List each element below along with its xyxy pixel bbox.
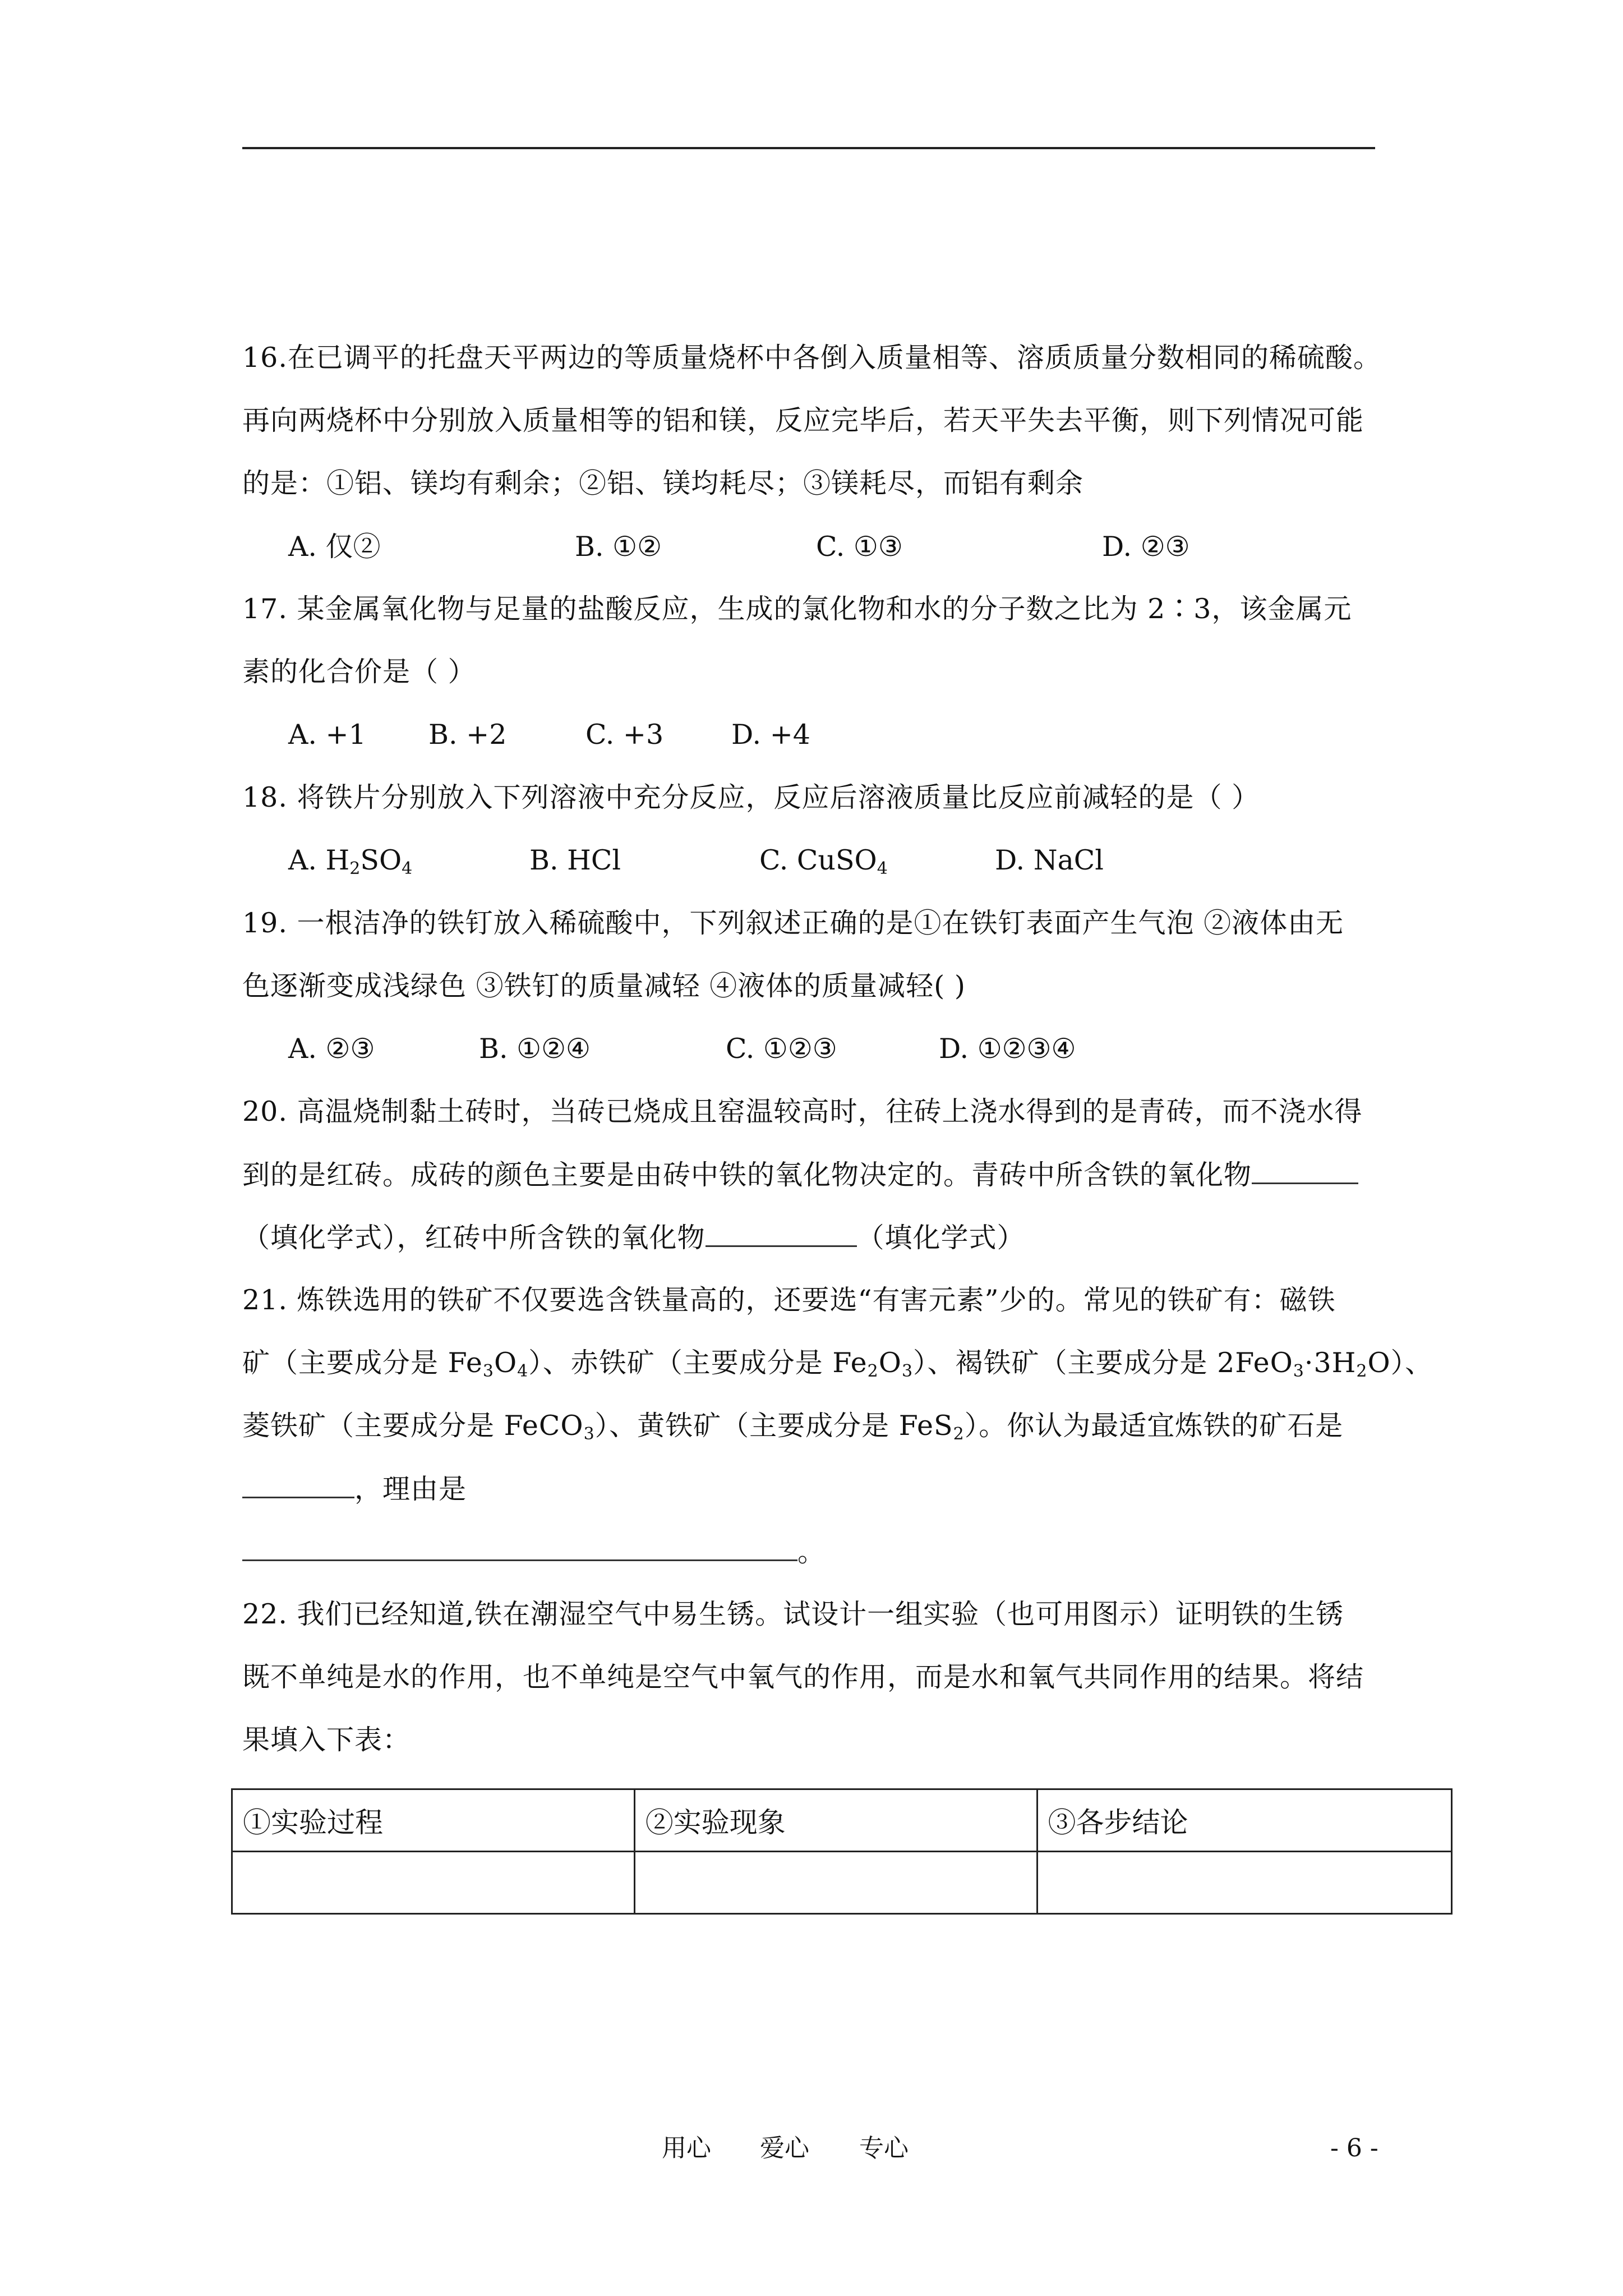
q20-answer-blank-1[interactable]	[1252, 1158, 1358, 1184]
q16-line-2: 再向两烧杯中分别放入质量相等的铝和镁，反应完毕后，若天平失去平衡，则下列情况可能	[242, 404, 1364, 436]
table-header-row	[232, 1789, 1452, 1852]
q21-answer-blank-2[interactable]	[242, 1535, 797, 1561]
footer-motto-3: 专心	[859, 2134, 909, 2162]
q18-option-b: B. HCl	[529, 844, 621, 876]
header-rule	[242, 147, 1375, 149]
table-cell-process[interactable]	[232, 1852, 635, 1914]
q19-option-d: D. ①②③④	[939, 1033, 1076, 1065]
q22-line-1: 22. 我们已经知道,铁在潮湿空气中易生锈。试设计一组实验（也可用图示）证明铁的生锈	[242, 1598, 1344, 1630]
q22-line-3: 果填入下表：	[242, 1724, 411, 1756]
q20-line-1: 20. 高温烧制黏土砖时，当砖已烧成且窑温较高时，往砖上浇水得到的是青砖，而不浇水得	[242, 1096, 1363, 1128]
q19-line-2: 色逐渐变成浅绿色 ③铁钉的质量减轻 ④液体的质量减轻( )	[242, 970, 966, 1002]
table-header-process: ①实验过程	[232, 1789, 635, 1852]
q16-option-c: C. ①③	[816, 531, 903, 563]
q21-line-4: ，理由是	[242, 1472, 1398, 1506]
q16-line-3: 的是：①铝、镁均有剩余；②铝、镁均耗尽；③镁耗尽，而铝有剩余	[242, 467, 1084, 499]
q17-line-2: 素的化合价是（ ）	[242, 656, 476, 688]
q17-option-b: B. +2	[428, 719, 507, 751]
table-cell-conclusion[interactable]	[1037, 1852, 1452, 1914]
q17-option-a: A. +1	[288, 719, 366, 751]
q19-option-a: A. ②③	[288, 1033, 375, 1065]
q21-line-5: 。	[242, 1535, 1398, 1569]
q21-line-1: 21. 炼铁选用的铁矿不仅要选含铁量高的，还要选“有害元素”少的。常见的铁矿有：磁铁	[242, 1284, 1336, 1316]
table-header-phenomenon: ②实验现象	[634, 1789, 1037, 1852]
q19-line-1: 19. 一根洁净的铁钉放入稀硫酸中，下列叙述正确的是①在铁钉表面产生气泡 ②液体由无	[242, 907, 1344, 939]
q21-line-3: 菱铁矿（主要成分是 FeCO$_3$）、黄铁矿（主要成分是 FeS$_2$）。你认为最适宜炼铁的矿石是	[242, 1410, 1344, 1444]
footer-motto-1: 用心	[662, 2134, 711, 2162]
q20-line-2: 到的是红砖。成砖的颜色主要是由砖中铁的氧化物决定的。青砖中所含铁的氧化物	[242, 1158, 1398, 1192]
q19-option-c: C. ①②③	[726, 1033, 837, 1065]
q18-line-1: 18. 将铁片分别放入下列溶液中充分反应，反应后溶液质量比反应前减轻的是（ ）	[242, 781, 1260, 813]
q22-line-2: 既不单纯是水的作用，也不单纯是空气中氧气的作用，而是水和氧气共同作用的结果。将结	[242, 1661, 1364, 1693]
table-cell-phenomenon[interactable]	[634, 1852, 1037, 1914]
q16-option-a: A. 仅②	[288, 531, 381, 563]
q16-option-d: D. ②③	[1102, 531, 1190, 563]
q18-option-c: C. CuSO$_4$	[759, 844, 888, 878]
q20-answer-blank-2[interactable]	[706, 1221, 857, 1247]
q17-option-d: D. +4	[731, 719, 810, 751]
q18-option-d: D. NaCl	[995, 844, 1104, 876]
footer-page-number: - 6 -	[1330, 2134, 1378, 2162]
table-row	[232, 1852, 1452, 1914]
q17-line-1: 17. 某金属氧化物与足量的盐酸反应，生成的氯化物和水的分子数之比为 2∶3，该金属元	[242, 593, 1352, 625]
q16-line-1: 16.在已调平的托盘天平两边的等质量烧杯中各倒入质量相等、溶质质量分数相同的稀硫酸。	[242, 342, 1381, 374]
q22-result-table	[231, 1788, 1453, 1915]
q16-option-b: B. ①②	[575, 531, 662, 563]
q20-line-3: （填化学式），红砖中所含铁的氧化物 （填化学式）	[242, 1222, 1025, 1254]
q21-answer-blank-1[interactable]	[242, 1472, 354, 1498]
q19-option-b: B. ①②④	[479, 1033, 591, 1065]
table-header-conclusion: ③各步结论	[1037, 1789, 1452, 1852]
q21-line-2: 矿（主要成分是 $Fe_3O_4$）、赤铁矿（主要成分是 $Fe_2O_3$）、褐铁矿（主要成分是 $2FeO_3\cdot 3H_2O$）、	[242, 1347, 1433, 1381]
footer-motto-2: 爱心	[760, 2134, 809, 2162]
q18-option-a: A. $H_2SO_4$	[288, 844, 413, 878]
q17-option-c: C. +3	[585, 719, 664, 751]
